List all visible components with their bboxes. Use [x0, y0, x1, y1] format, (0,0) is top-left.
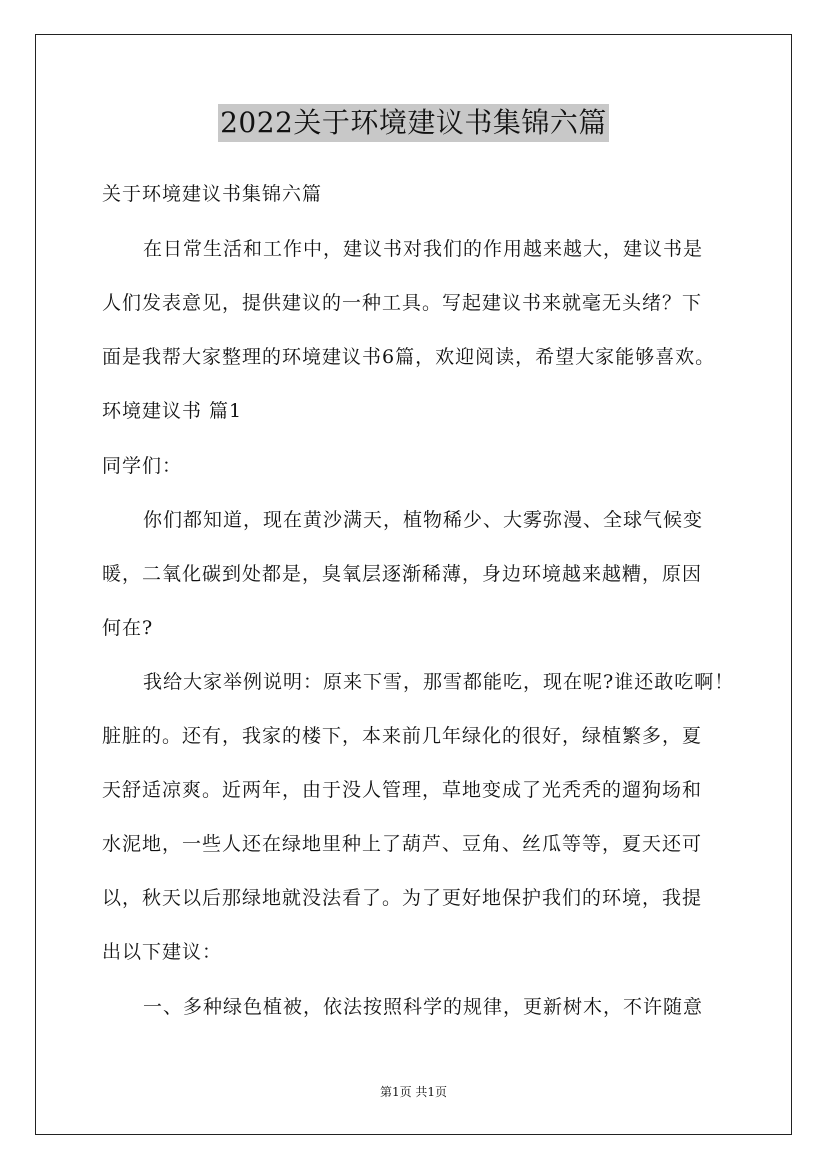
- document-subtitle: 关于环境建议书集锦六篇: [102, 183, 323, 205]
- paragraph-line: 人们发表意见，提供建议的一种工具。写起建议书来就毫无头绪？下: [102, 292, 703, 314]
- paragraph-line: 面是我帮大家整理的环境建议书6篇，欢迎阅读，希望大家能够喜欢。: [102, 346, 716, 368]
- paragraph-line: 天舒适凉爽。近两年，由于没人管理，草地变成了光秃秃的遛狗场和: [102, 779, 703, 801]
- paragraph-line: 脏脏的。还有，我家的楼下，本来前几年绿化的很好，绿植繁多，夏: [102, 725, 703, 747]
- title-wrap: [0, 104, 827, 142]
- document-title: 2022关于环境建议书集锦六篇: [218, 104, 609, 142]
- salutation: 同学们：: [102, 455, 183, 477]
- paragraph-line: 水泥地，一些人还在绿地里种上了葫芦、豆角、丝瓜等等，夏天还可: [102, 833, 703, 855]
- paragraph-line: 出以下建议：: [102, 941, 223, 963]
- paragraph-line: 何在?: [102, 617, 154, 639]
- paragraph-line: 以，秋天以后那绿地就没法看了。为了更好地保护我们的环境，我提: [102, 887, 703, 909]
- paragraph-line: 我给大家举例说明：原来下雪，那雪都能吃，现在呢?谁还敢吃啊！: [143, 671, 735, 693]
- page-footer: 第1页 共1页: [379, 1085, 448, 1099]
- section-heading: 环境建议书 篇1: [102, 400, 243, 422]
- paragraph-line: 一、多种绿色植被，依法按照科学的规律，更新树木，不许随意: [143, 996, 704, 1018]
- paragraph-line: 暖，二氧化碳到处都是，臭氧层逐渐稀薄，身边环境越来越糟，原因: [102, 563, 703, 585]
- paragraph-line: 你们都知道，现在黄沙满天，植物稀少、大雾弥漫、全球气候变: [143, 509, 704, 531]
- paragraph-line: 在日常生活和工作中，建议书对我们的作用越来越大，建议书是: [143, 238, 704, 260]
